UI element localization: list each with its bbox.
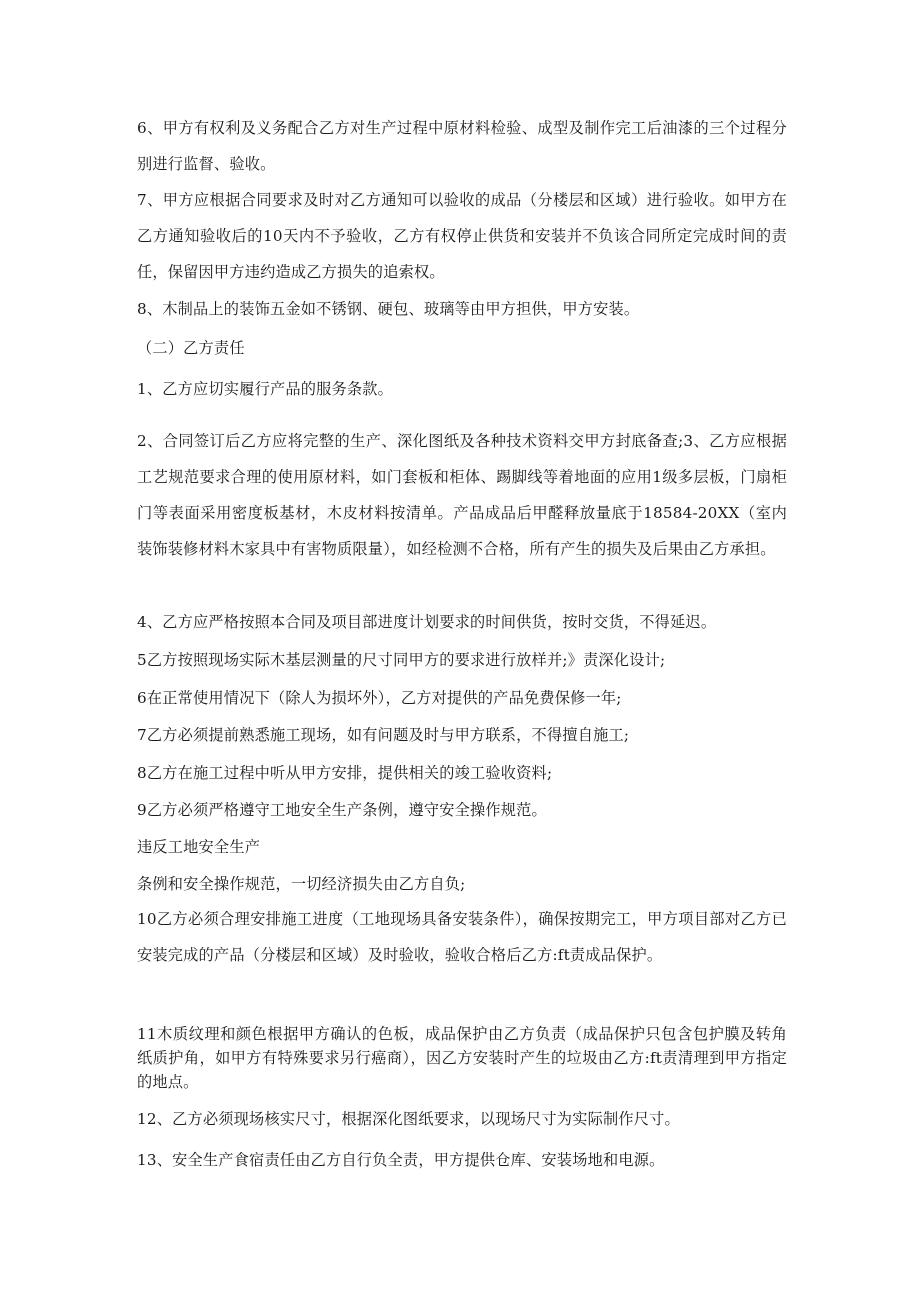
- paragraph-1-party-b: 1、乙方应切实履行产品的服务条款。: [137, 380, 394, 398]
- paragraph-10-party-b: 10乙方必须合理安排施工进度（工地现场具备安装条件），确保按期完工，甲方项目部对乙方已安装完成的产品（分楼层和区域）及时验收，验收合格后乙方:ft责成品保护。: [137, 910, 787, 964]
- paragraph-13-party-b: 13、安全生产食宿责任由乙方自行负全责，甲方提供仓库、安装场地和电源。: [137, 1151, 665, 1169]
- paragraph-violation-continued: 条例和安全操作规范，一切经济损失由乙方自负;: [137, 875, 466, 893]
- paragraph-6-party-b: 6在正常使用情况下（除人为损坏外），乙方对提供的产品免费保修一年;: [137, 689, 622, 707]
- paragraph-violation-heading: 违反工地安全生产: [137, 838, 261, 856]
- paragraph-9-party-b: 9乙方必须严格遵守工地安全生产条例，遵守安全操作规范。: [137, 801, 547, 819]
- paragraph-12-party-b: 12、乙方必须现场核实尺寸，根据深化图纸要求，以现场尺寸为实际制作尺寸。: [137, 1110, 680, 1128]
- paragraph-6-party-a: 6、甲方有权利及义务配合乙方对生产过程中原材料检验、成型及制作完工后油漆的三个过程分别进行监督、验收。: [137, 119, 787, 173]
- paragraph-8-party-b: 8乙方在施工过程中听从甲方安排，提供相关的竣工验收资料;: [137, 764, 553, 782]
- paragraph-5-party-b: 5乙方按照现场实际木基层测量的尺寸同甲方的要求进行放样并;》责深化设计;: [137, 651, 666, 669]
- paragraph-7-party-b: 7乙方必须提前熟悉施工现场，如有问题及时与甲方联系，不得擅自施工;: [137, 726, 630, 744]
- paragraph-4-party-b: 4、乙方应严格按照本合同及项目部进度计划要求的时间供货，按时交货，不得延迟。: [137, 613, 717, 631]
- paragraph-8-party-a: 8、木制品上的装饰五金如不锈钢、硬包、玻璃等由甲方担供，甲方安装。: [137, 300, 640, 318]
- section-heading-party-b: （二）乙方责任: [137, 339, 245, 357]
- paragraph-7-party-a: 7、甲方应根据合同要求及时对乙方通知可以验收的成品（分楼层和区域）进行验收。如甲方在乙方通知验收后的10天内不予验收，乙方有权停止供货和安装并不负该合同所定完成时间的责任，保留因甲方违约造成乙方损失的追索权。: [137, 191, 787, 281]
- paragraph-2-party-b: 2、合同签订后乙方应将完整的生产、深化图纸及各种技术资料交甲方封底备查;3、乙方应根据工艺规范要求合理的使用原材料，如门套板和柜体、踢脚线等着地面的应用1级多层板，门扇柜门等表面采用密度板基材，木皮材料按清单。产品成品后甲醛释放量底于18584-20XX（室内装饰装修材料木家具中有害物质限量），如经检测不合格，所有产生的损失及后果由乙方承担。: [137, 432, 787, 558]
- paragraph-11-party-b: 11木质纹理和颜色根据甲方确认的色板，成品保护由乙方负责（成品保护只包含包护膜及转角纸质护角，如甲方有特殊要求另行癌商），因乙方安装时产生的垃圾由乙方:ft责清理到甲方指定的地点。: [137, 1025, 787, 1091]
